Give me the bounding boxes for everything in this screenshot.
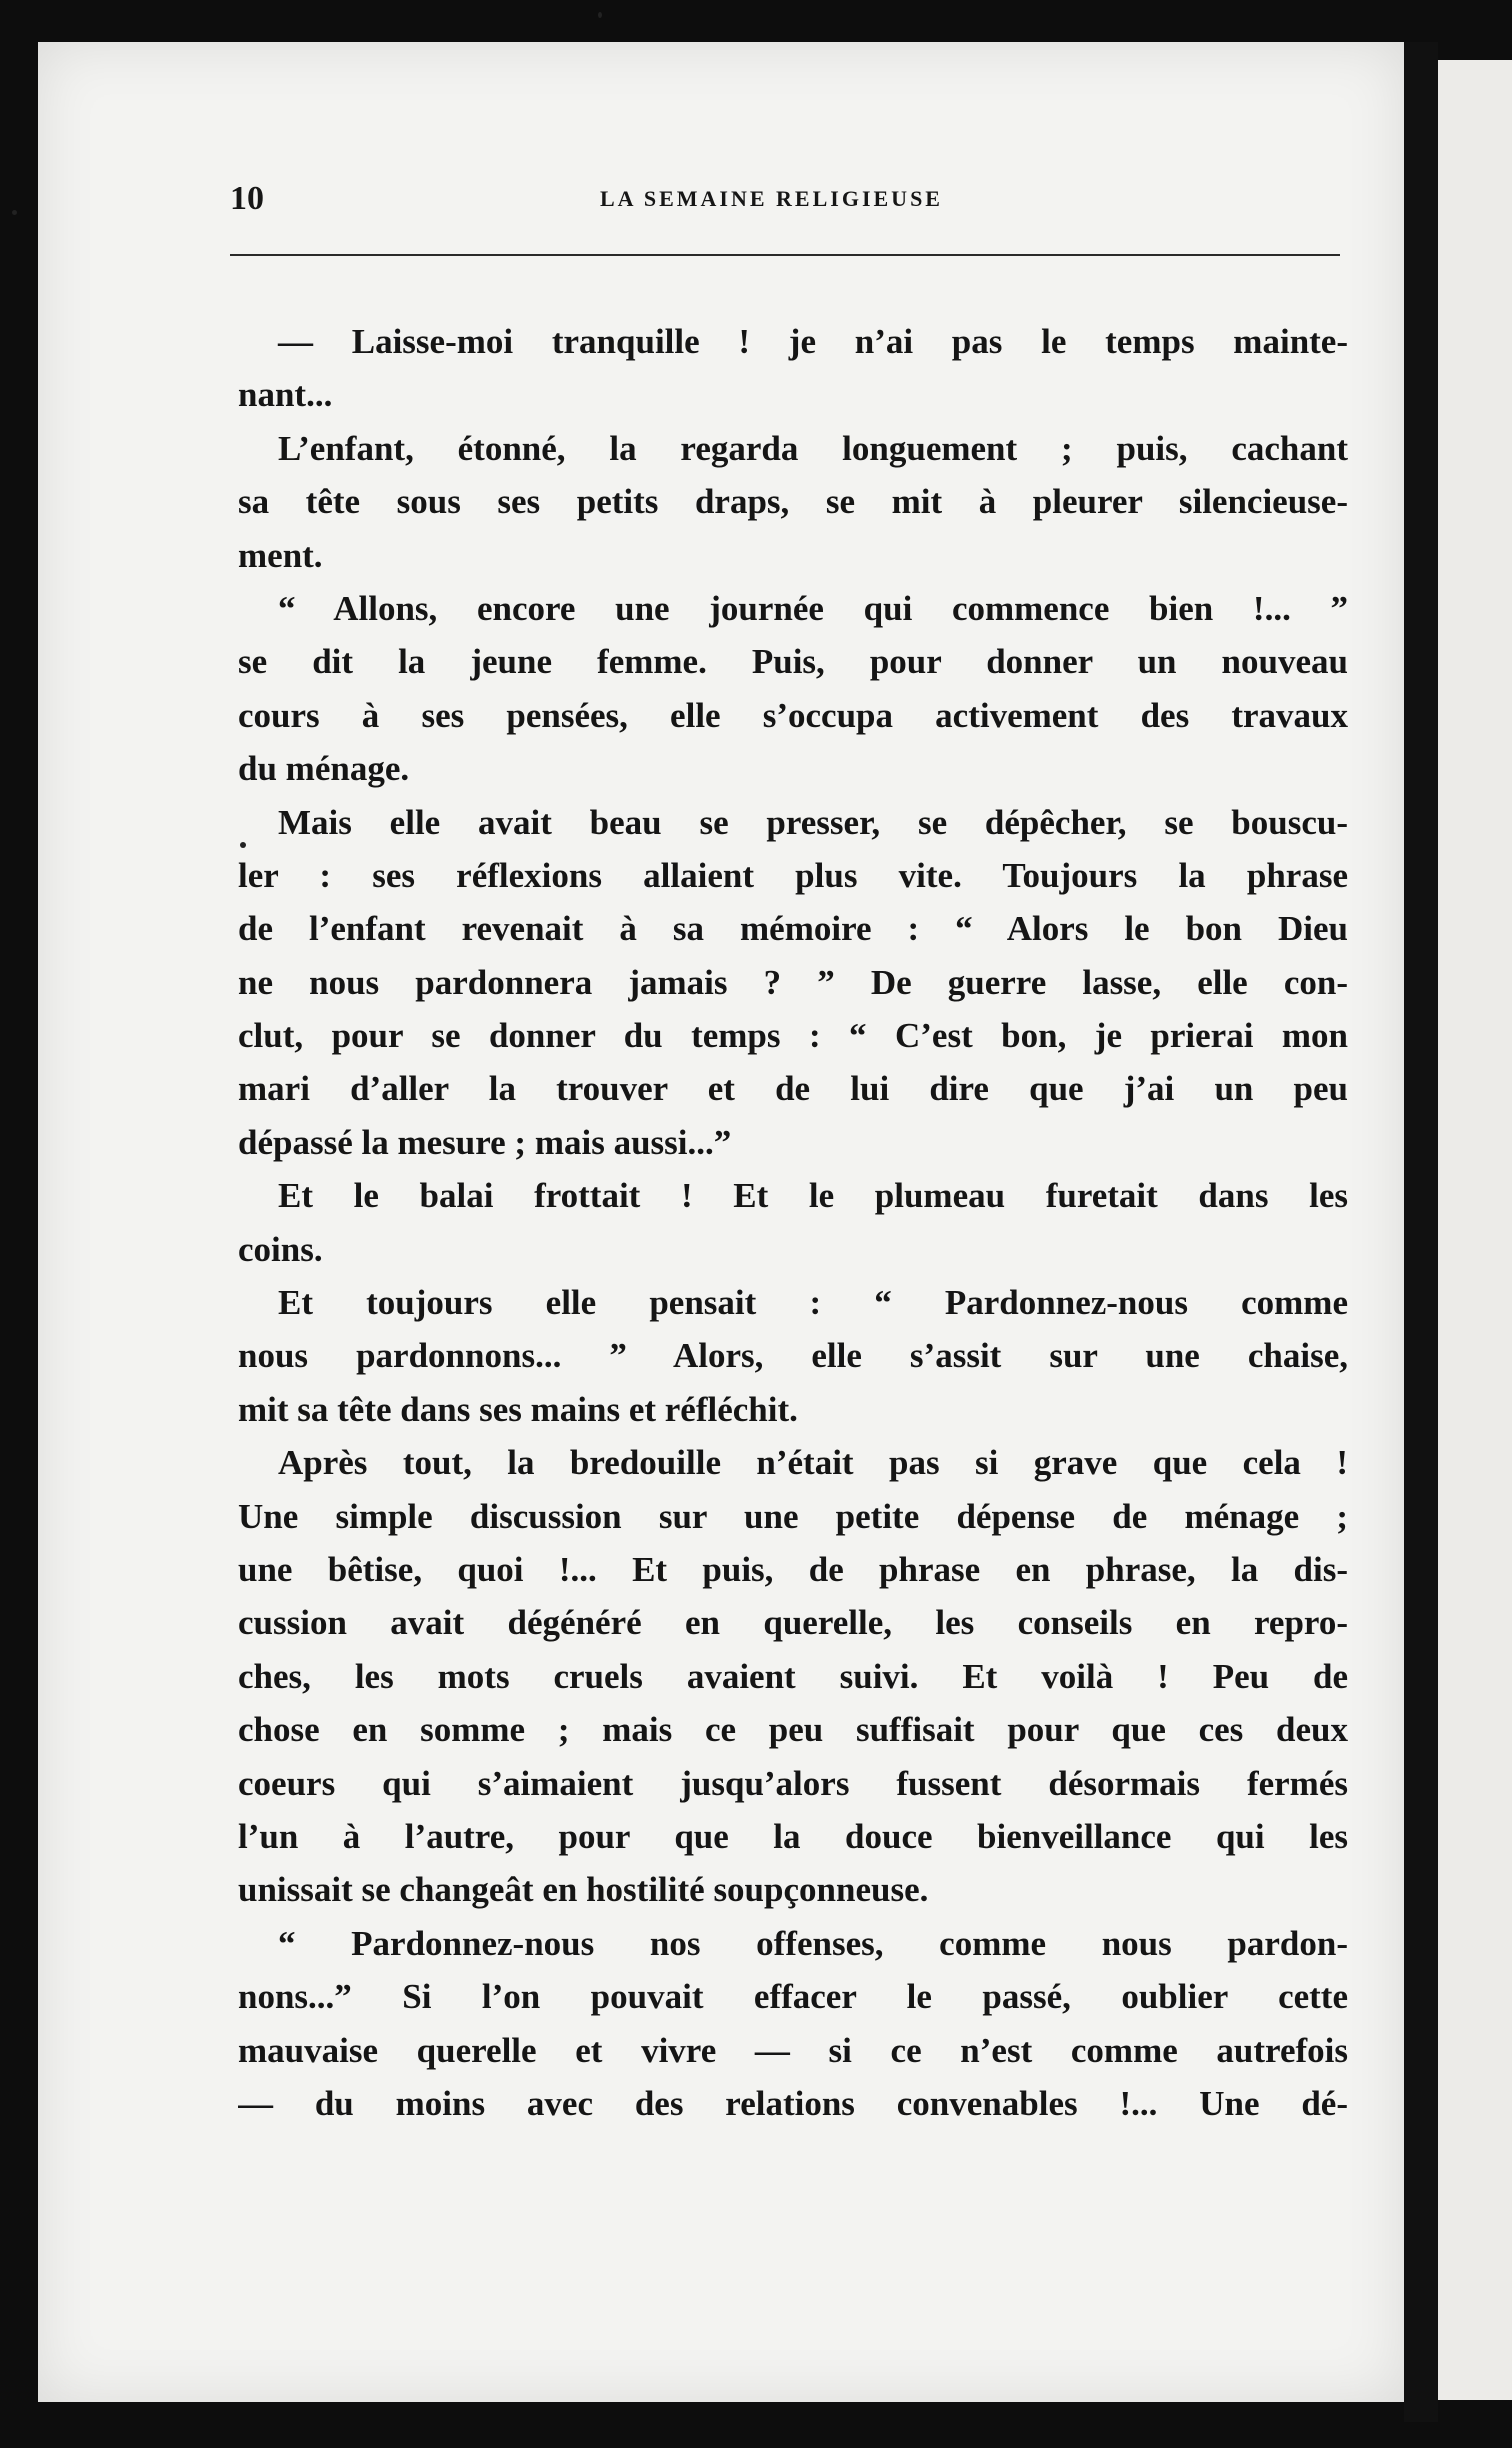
text-line: ment. bbox=[238, 535, 323, 575]
text-line: mari d’aller la trouver et de lui dire que j’ai un peu bbox=[238, 1069, 1348, 1109]
text-line: — Laisse-moi tranquille ! je n’ai pas le temps mainte- bbox=[278, 322, 1348, 361]
text-line: Mais elle avait beau se presser, se dépêcher, se bouscu- bbox=[278, 802, 1348, 842]
text-line: — du moins avec des relations convenables !... Une dé- bbox=[238, 2083, 1348, 2123]
text-line: mauvaise querelle et vivre — si ce n’est comme autrefois bbox=[238, 2030, 1348, 2070]
text-line: ler : ses réflexions allaient plus vite. Toujours la phrase bbox=[238, 855, 1348, 895]
text-line: coins. bbox=[238, 1229, 323, 1269]
body-text bbox=[238, 315, 1348, 2130]
text-line: L’enfant, étonné, la regarda longuement ; puis, cachant bbox=[278, 428, 1348, 468]
text-line: se dit la jeune femme. Puis, pour donner un nouveau bbox=[238, 642, 1348, 682]
text-line: “ Allons, encore une journée qui commence bien !... ” bbox=[278, 588, 1348, 628]
text-line: Et toujours elle pensait : “ Pardonnez-nous comme bbox=[278, 1283, 1348, 1323]
text-line: mit sa tête dans ses mains et réfléchit. bbox=[238, 1389, 798, 1429]
text-line: nant... bbox=[238, 375, 333, 415]
text-line: cours à ses pensées, elle s’occupa activement des travaux bbox=[238, 695, 1348, 735]
text-line: chose en somme ; mais ce peu suffisait pour que ces deux bbox=[238, 1710, 1348, 1750]
scan-speck bbox=[12, 210, 17, 215]
running-title: LA SEMAINE RELIGIEUSE bbox=[600, 186, 943, 211]
text-line: Une simple discussion sur une petite dépense de ménage ; bbox=[238, 1496, 1348, 1536]
text-line: clut, pour se donner du temps : “ C’est bon, je prierai mon bbox=[238, 1016, 1348, 1056]
text-line: l’un à l’autre, pour que la douce bienveillance qui les bbox=[238, 1816, 1348, 1856]
page-header bbox=[230, 180, 1340, 220]
scan-speck bbox=[598, 12, 602, 18]
text-line: une bêtise, quoi !... Et puis, de phrase en phrase, la dis- bbox=[238, 1549, 1348, 1589]
text-line: nons...” Si l’on pouvait effacer le passé, oublier cette bbox=[238, 1977, 1348, 2017]
page-number: 10 bbox=[230, 180, 264, 217]
text-line: ches, les mots cruels avaient suivi. Et voilà ! Peu de bbox=[238, 1656, 1348, 1696]
text-line: “ Pardonnez-nous nos offenses, comme nous pardon- bbox=[278, 1923, 1348, 1963]
text-line: cussion avait dégénéré en querelle, les conseils en repro- bbox=[238, 1603, 1348, 1643]
text-line: coeurs qui s’aimaient jusqu’alors fussent désormais fermés bbox=[238, 1763, 1348, 1803]
text-line: de l’enfant revenait à sa mémoire : “ Alors le bon Dieu bbox=[238, 909, 1348, 949]
header-rule bbox=[230, 254, 1340, 256]
text-line: dépassé la mesure ; mais aussi...” bbox=[238, 1122, 732, 1162]
text-line: sa tête sous ses petits draps, se mit à pleurer silencieuse- bbox=[238, 482, 1348, 522]
facing-page-edge bbox=[1438, 60, 1512, 2400]
book-gutter bbox=[1404, 42, 1438, 2422]
text-line: du ménage. bbox=[238, 749, 410, 789]
text-line: ne nous pardonnera jamais ? ” De guerre lasse, elle con- bbox=[238, 962, 1348, 1002]
scan-speck bbox=[240, 842, 246, 848]
text-line: unissait se changeât en hostilité soupçonneuse. bbox=[238, 1870, 929, 1910]
text-line: nous pardonnons... ” Alors, elle s’assit sur une chaise, bbox=[238, 1336, 1348, 1376]
text-line: Et le balai frottait ! Et le plumeau furetait dans les bbox=[278, 1176, 1348, 1216]
text-line: Après tout, la bredouille n’était pas si grave que cela ! bbox=[278, 1443, 1348, 1483]
